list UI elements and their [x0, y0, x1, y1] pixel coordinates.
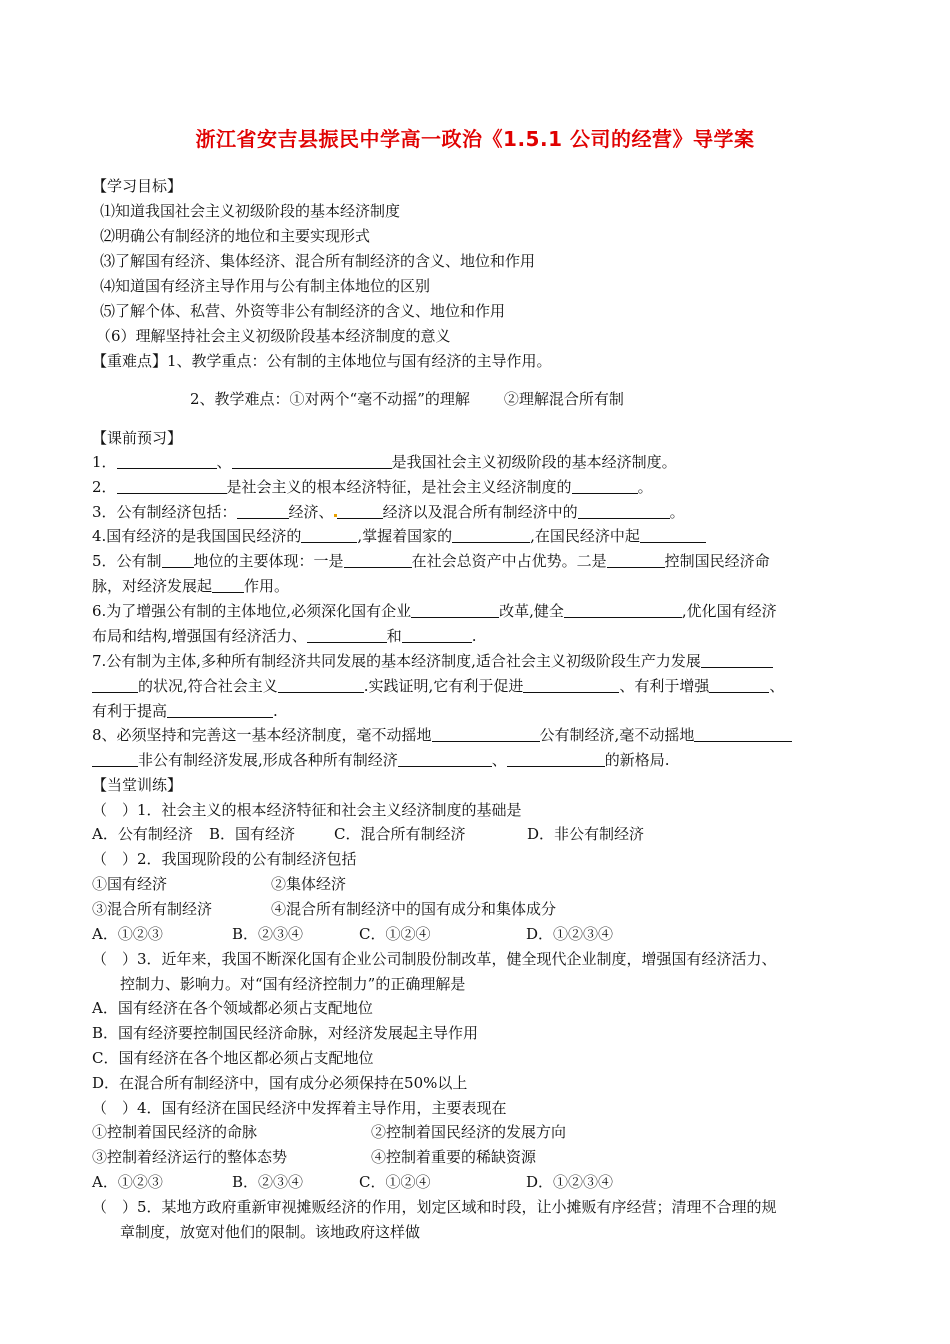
- option[interactable]: A．国有经济在各个领域都必须占支配地位: [92, 999, 373, 1017]
- q6-text3: ,优化国有经济: [681, 602, 777, 620]
- option[interactable]: C．①②④: [359, 1173, 431, 1191]
- blank[interactable]: [709, 677, 769, 693]
- q6-text4: 布局和结构,增强国有经济活力、: [92, 627, 307, 645]
- blank[interactable]: [301, 527, 357, 543]
- preview-q7-cont: [92, 676, 784, 696]
- option[interactable]: B．②③④: [232, 925, 304, 943]
- practice-q1-options: [92, 824, 644, 844]
- blank[interactable]: [232, 453, 392, 469]
- q2-end: 。: [637, 478, 653, 496]
- q1-num: 1．: [92, 453, 117, 471]
- option[interactable]: A．①②③: [92, 1173, 163, 1191]
- blank[interactable]: [411, 602, 499, 618]
- objective-item: （6）理解坚持社会主义初级阶段基本经济制度的意义: [96, 327, 451, 345]
- blank[interactable]: [572, 478, 638, 494]
- q4-text3: ,在国民经济中起: [530, 527, 640, 545]
- q2-item: ②集体经济: [271, 875, 347, 893]
- preview-q4: [92, 526, 706, 546]
- q2-item: ③混合所有制经济: [92, 900, 213, 918]
- option[interactable]: A．①②③: [92, 925, 163, 943]
- q2-item: ①国有经济: [92, 875, 168, 893]
- q7-end: .: [273, 702, 278, 720]
- option[interactable]: C．混合所有制经济: [334, 825, 466, 843]
- keypoint-2-text: 2、教学难点：①对两个“毫不动摇”的理解: [190, 390, 470, 408]
- blank[interactable]: [507, 751, 605, 767]
- q5-text6: 作用。: [244, 577, 290, 595]
- q7-text5: 、: [769, 677, 785, 695]
- option[interactable]: D．在混合所有制经济中，国有成分必须保持在50%以上: [92, 1074, 468, 1092]
- option[interactable]: C．国有经济在各个地区都必须占支配地位: [92, 1049, 374, 1067]
- practice-q5-line1: （ ）5．某地方政府重新审视摊贩经济的作用，划定区域和时段，让小摊贩有序经营；清理不合理的规: [92, 1198, 777, 1216]
- preview-q6-cont: [92, 626, 477, 646]
- q3-text3: 经济以及混合所有制经济中的: [382, 503, 578, 521]
- q2-item: ④混合所有制经济中的国有成分和集体成分: [271, 900, 557, 918]
- q4-item: ③控制着经济运行的整体态势: [92, 1148, 288, 1166]
- blank[interactable]: [578, 503, 670, 519]
- q6-text1: 6.为了增强公有制的主体地位,必须深化国有企业: [92, 602, 412, 620]
- preview-q8-cont: [92, 750, 670, 770]
- q8-text1: 8、必须坚持和完善这一基本经济制度，毫不动摇地: [92, 726, 432, 744]
- blank[interactable]: [92, 751, 138, 767]
- objective-item: ⑸了解个体、私营、外资等非公有制经济的含义、地位和作用: [100, 302, 506, 320]
- blank[interactable]: [640, 527, 706, 543]
- preview-q8: [92, 725, 792, 745]
- blank[interactable]: [117, 478, 227, 494]
- blank[interactable]: [432, 726, 540, 742]
- objective-item: ⑴知道我国社会主义初级阶段的基本经济制度: [100, 202, 401, 220]
- keypoint-2b-text: ②理解混合所有制: [503, 390, 624, 408]
- blank[interactable]: [162, 552, 194, 568]
- q3-text1: 3．公有制经济包括：: [92, 503, 237, 521]
- preview-q7-cont2: [92, 701, 278, 721]
- q3-end: 。: [669, 503, 685, 521]
- practice-q3-line2: 控制力、影响力。对“国有经济控制力”的正确理解是: [120, 975, 466, 993]
- practice-q4-items-2: [92, 1147, 536, 1167]
- q4-text1: 4.国有经济的是我国国民经济的: [92, 527, 302, 545]
- practice-q3-line1: （ ）3．近年来，我国不断深化国有企业公司制股份制改革，健全现代企业制度，增强国有经济活力、: [92, 950, 777, 968]
- objective-item: ⑵明确公有制经济的地位和主要实现形式: [100, 227, 371, 245]
- keypoint-1: 1、教学重点：公有制的主体地位与国有经济的主导作用。: [167, 352, 552, 370]
- q2-text: 是社会主义的根本经济特征，是社会主义经济制度的: [226, 478, 572, 496]
- objective-item: ⑶了解国有经济、集体经济、混合所有制经济的含义、地位和作用: [100, 252, 536, 270]
- q4-item: ④控制着重要的稀缺资源: [371, 1148, 537, 1166]
- option[interactable]: B．国有经济要控制国民经济命脉，对经济发展起主导作用: [92, 1024, 479, 1042]
- practice-q4: （ ）4．国有经济在国民经济中发挥着主导作用，主要表现在: [92, 1099, 507, 1117]
- blank[interactable]: [278, 677, 364, 693]
- keypoints-line: [92, 351, 552, 371]
- option[interactable]: B．国有经济: [209, 825, 296, 843]
- practice-q5-line2: 章制度，放宽对他们的限制。该地政府这样做: [120, 1223, 421, 1241]
- preview-q5-cont: [92, 576, 289, 596]
- q7-text2: 的状况,符合社会主义: [138, 677, 278, 695]
- q7-text4: 、有利于增强: [619, 677, 710, 695]
- preview-q3: [92, 502, 685, 522]
- blank[interactable]: [694, 726, 792, 742]
- objective-item: ⑷知道国有经济主导作用与公有制主体地位的区别: [100, 277, 431, 295]
- keypoint-2: [190, 389, 624, 409]
- blank[interactable]: [344, 552, 412, 568]
- q5-text5: 脉，对经济发展起: [92, 577, 213, 595]
- practice-q2-items-2: [92, 899, 556, 919]
- blank[interactable]: [117, 453, 217, 469]
- q4-item: ②控制着国民经济的发展方向: [371, 1123, 567, 1141]
- q7-text3: .实践证明,它有利于促进: [363, 677, 524, 695]
- q5-text1: 5．公有制: [92, 552, 162, 570]
- practice-header: 【当堂训练】: [92, 776, 183, 794]
- practice-q1: （ ）1．社会主义的根本经济特征和社会主义经济制度的基础是: [92, 801, 522, 819]
- practice-q2-options: [92, 924, 613, 944]
- q6-text5: 和: [386, 627, 402, 645]
- practice-q4-items: [92, 1122, 566, 1142]
- option[interactable]: D．非公有制经济: [527, 825, 645, 843]
- q1-sep: 、: [216, 453, 232, 471]
- preview-q5: [92, 551, 770, 571]
- blank[interactable]: [402, 627, 472, 643]
- option[interactable]: C．①②④: [359, 925, 431, 943]
- q5-text2: 地位的主要体现：一是: [193, 552, 344, 570]
- q6-end: .: [471, 627, 477, 645]
- blank[interactable]: [564, 602, 682, 618]
- blank[interactable]: [452, 527, 530, 543]
- q8-text3: 非公有制经济发展,形成各种所有制经济: [138, 751, 398, 769]
- q8-text2: 公有制经济,毫不动摇地: [539, 726, 695, 744]
- q2-num: 2．: [92, 478, 117, 496]
- blank[interactable]: [398, 751, 492, 767]
- blank[interactable]: [307, 627, 387, 643]
- document-title: 浙江省安吉县振民中学高一政治《1.5.1 公司的经营》导学案: [195, 127, 755, 151]
- q4-item: ①控制着国民经济的命脉: [92, 1123, 258, 1141]
- preview-q7: [92, 651, 773, 671]
- preview-q1: [92, 452, 677, 472]
- preview-header: 【课前预习】: [92, 429, 183, 447]
- blank[interactable]: [337, 503, 383, 519]
- keypoints-header: 【重难点】: [92, 352, 168, 370]
- blank[interactable]: [607, 552, 665, 568]
- practice-q4-options: [92, 1172, 613, 1192]
- preview-q6: [92, 601, 777, 621]
- q4-text2: ,掌握着国家的: [357, 527, 453, 545]
- option[interactable]: A．公有制经济: [92, 825, 193, 843]
- blank[interactable]: [212, 577, 244, 593]
- option[interactable]: D．①②③④: [526, 1173, 614, 1191]
- practice-q2: （ ）2．我国现阶段的公有制经济包括: [92, 850, 357, 868]
- q7-text1: 7.公有制为主体,多种所有制经济共同发展的基本经济制度,适合社会主义初级阶段生产力发展: [92, 652, 701, 670]
- q8-text4: 、: [491, 751, 507, 769]
- q5-text3: 在社会总资产中占优势。二是: [411, 552, 607, 570]
- option[interactable]: B．②③④: [232, 1173, 304, 1191]
- preview-q2: [92, 477, 653, 497]
- blank[interactable]: [523, 677, 619, 693]
- q3-text2: 经济、: [288, 503, 334, 521]
- q1-text: 是我国社会主义初级阶段的基本经济制度。: [391, 453, 677, 471]
- blank[interactable]: [701, 652, 773, 668]
- objectives-header: 【学习目标】: [92, 177, 183, 195]
- q8-text5: 的新格局.: [604, 751, 670, 769]
- q5-text4: 控制国民经济命: [664, 552, 770, 570]
- q7-text6: 有利于提高: [92, 702, 168, 720]
- blank[interactable]: [92, 677, 138, 693]
- option[interactable]: D．①②③④: [526, 925, 614, 943]
- blank[interactable]: [237, 503, 289, 519]
- blank[interactable]: [167, 702, 273, 718]
- practice-q2-items: [92, 874, 346, 894]
- q6-text2: 改革,健全: [499, 602, 564, 620]
